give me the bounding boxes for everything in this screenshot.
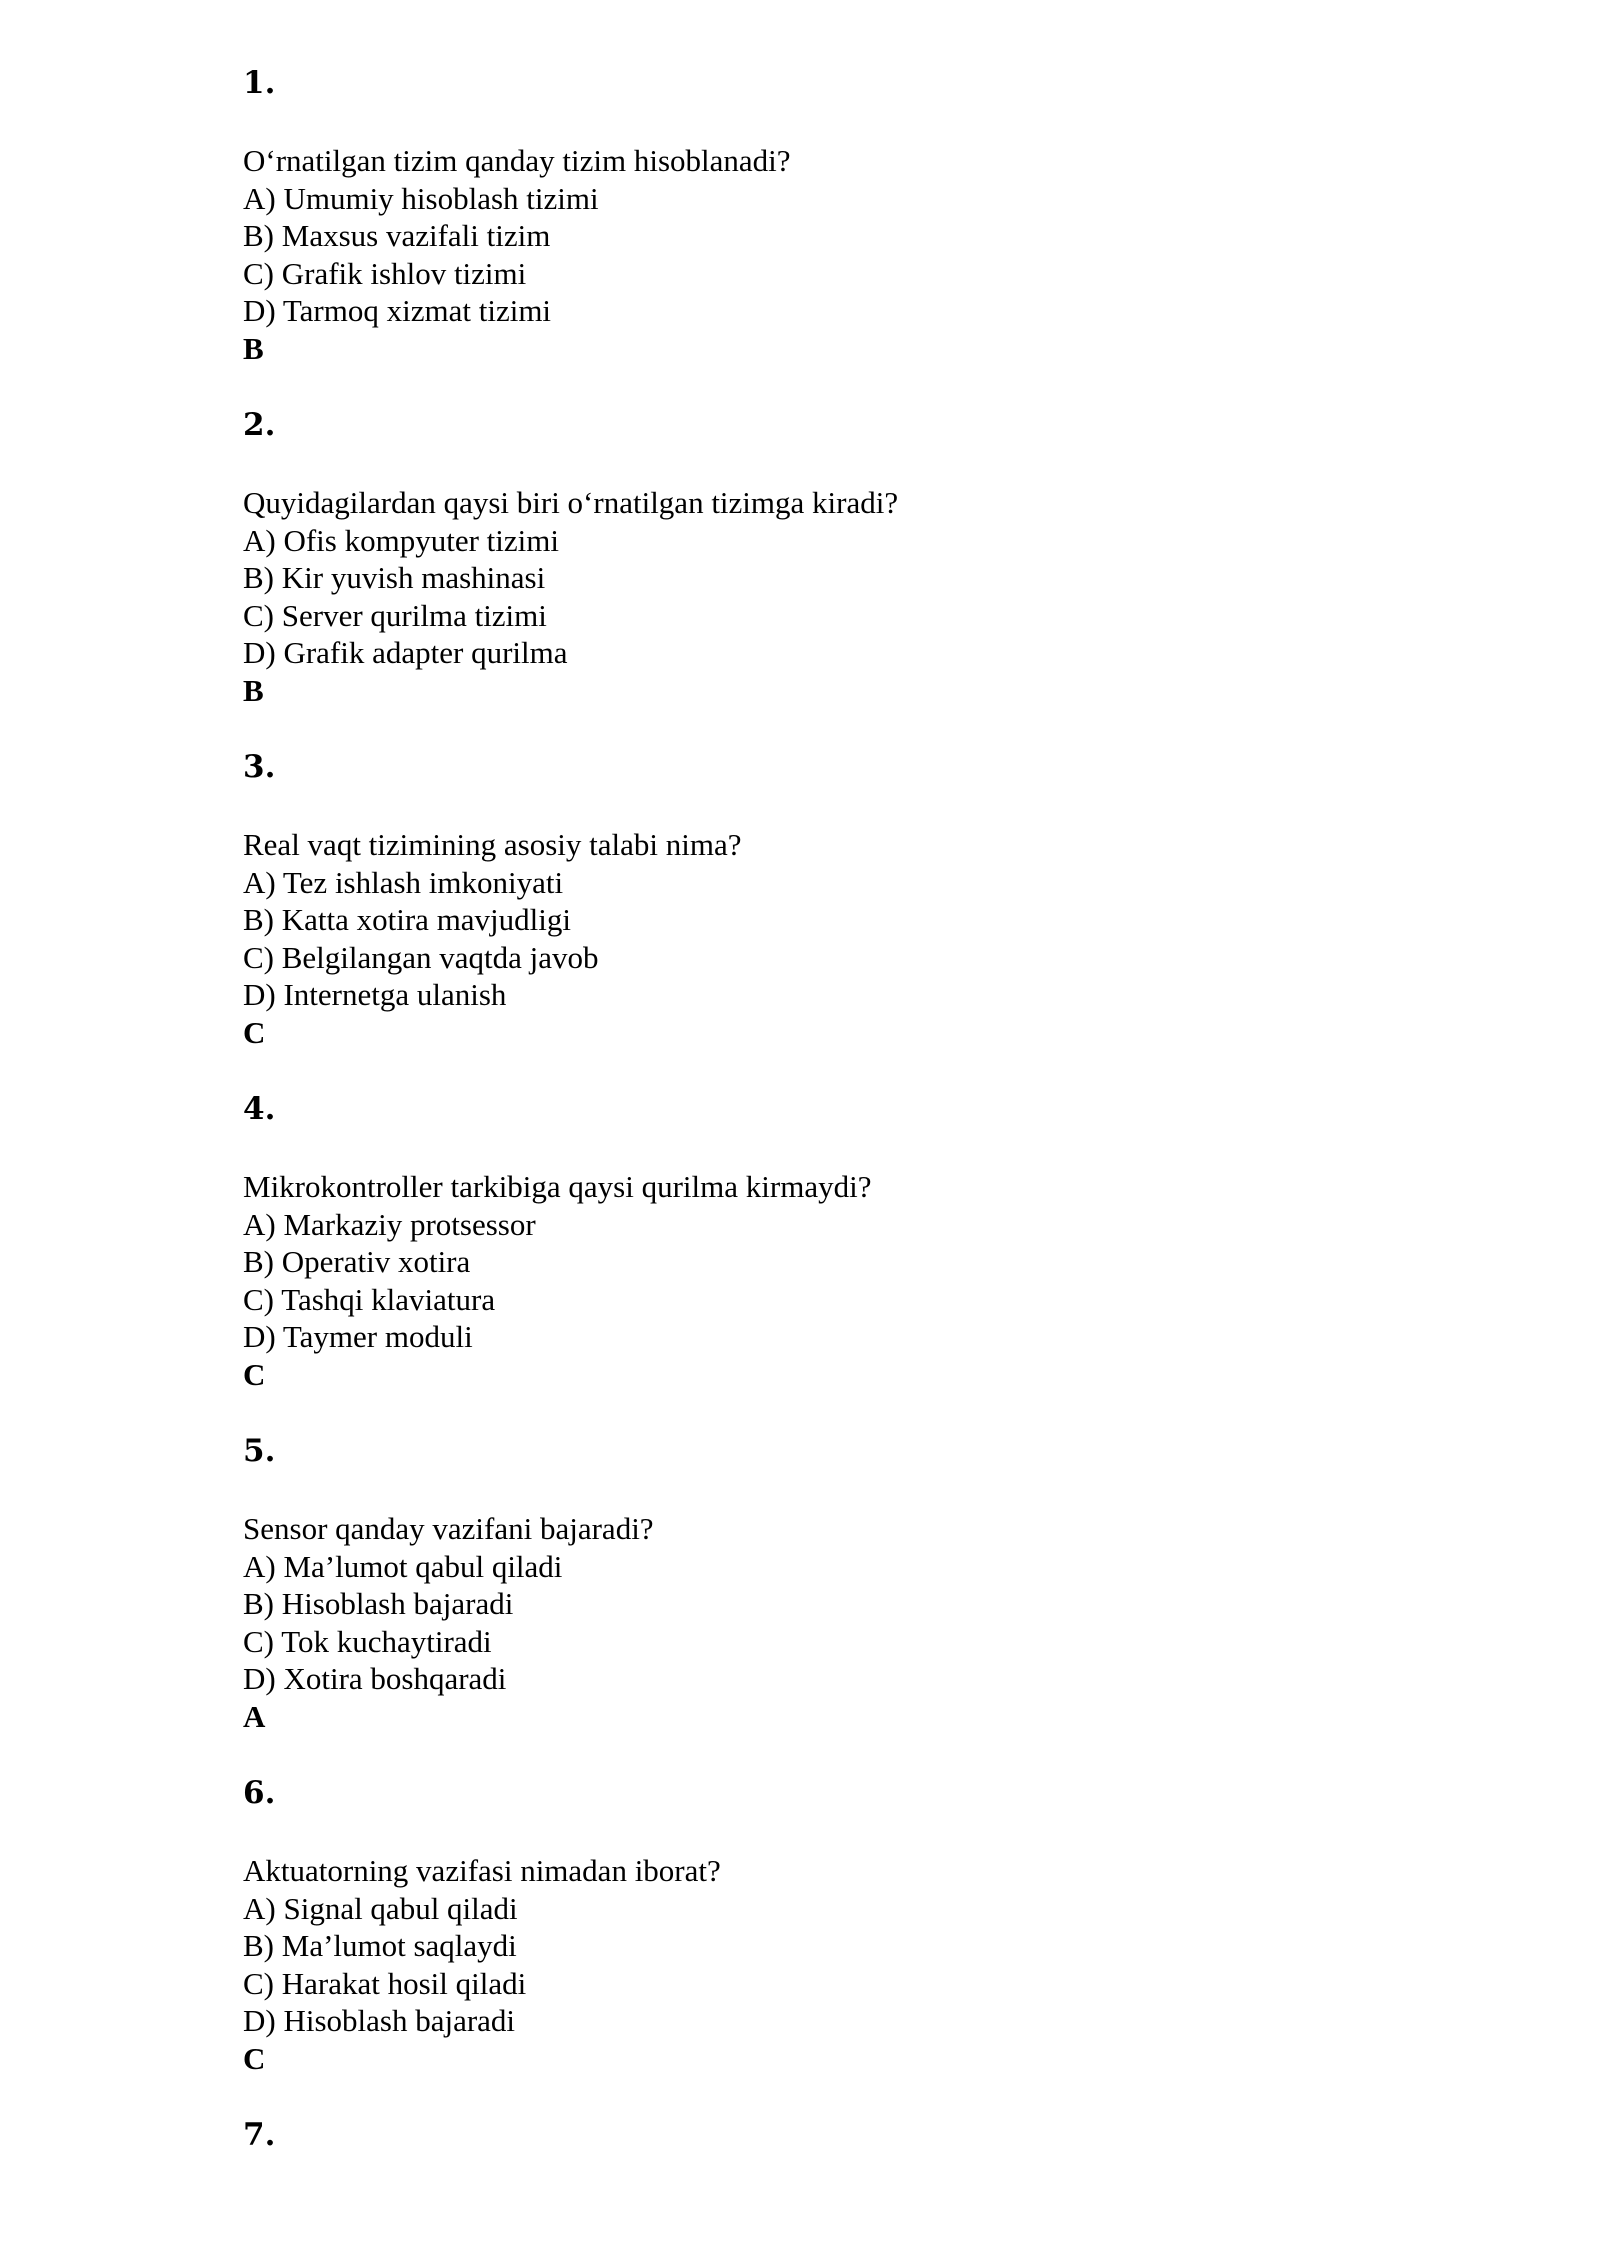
question-text: Real vaqt tizimining asosiy talabi nima? bbox=[243, 827, 742, 862]
option-c: C) Belgilangan vaqtda javob bbox=[243, 939, 599, 975]
option-c: C) Server qurilma tizimi bbox=[243, 597, 547, 633]
question-text: Mikrokontroller tarkibiga qaysi qurilma kirmaydi? bbox=[243, 1169, 872, 1204]
answer-key: C bbox=[243, 1014, 266, 1050]
answer-key: C bbox=[243, 2040, 266, 2076]
question-text: O‘rnatilgan tizim qanday tizim hisoblanadi? bbox=[243, 143, 791, 178]
answer-key: C bbox=[243, 1356, 266, 1392]
option-d: D) Grafik adapter qurilma bbox=[243, 635, 568, 670]
question-text: Sensor qanday vazifani bajaradi? bbox=[243, 1511, 654, 1546]
option-b: B) Maxsus vazifali tizim bbox=[243, 218, 551, 253]
option-a: A) Tez ishlash imkoniyati bbox=[243, 864, 564, 900]
option-d: D) Internetga ulanish bbox=[243, 977, 507, 1012]
option-d: D) Tarmoq xizmat tizimi bbox=[243, 293, 552, 328]
question-1 bbox=[243, 62, 1443, 404]
question-2 bbox=[243, 404, 1443, 746]
question-6 bbox=[243, 1772, 1443, 2114]
question-text: Aktuatorning vazifasi nimadan iborat? bbox=[243, 1853, 721, 1888]
question-number: 3. bbox=[243, 749, 276, 785]
question-number: 1. bbox=[243, 65, 276, 101]
question-number: 7. bbox=[243, 2117, 276, 2153]
option-c: C) Tok kuchaytiradi bbox=[243, 1623, 492, 1659]
option-a: A) Ma’lumot qabul qiladi bbox=[243, 1548, 563, 1584]
question-number: 4. bbox=[243, 1091, 276, 1127]
question-number: 2. bbox=[243, 407, 276, 443]
answer-key: B bbox=[243, 672, 264, 708]
option-b: B) Kir yuvish mashinasi bbox=[243, 560, 546, 595]
question-4 bbox=[243, 1088, 1443, 1430]
option-a: A) Signal qabul qiladi bbox=[243, 1890, 518, 1926]
option-a: A) Umumiy hisoblash tizimi bbox=[243, 180, 599, 216]
question-number: 5. bbox=[243, 1433, 276, 1469]
option-c: C) Harakat hosil qiladi bbox=[243, 1965, 527, 2001]
answer-key: A bbox=[243, 1698, 266, 1734]
option-b: B) Ma’lumot saqlaydi bbox=[243, 1928, 517, 1963]
option-b: B) Katta xotira mavjudligi bbox=[243, 902, 572, 937]
question-number: 6. bbox=[243, 1775, 276, 1811]
option-b: B) Hisoblash bajaradi bbox=[243, 1586, 514, 1621]
option-b: B) Operativ xotira bbox=[243, 1244, 471, 1279]
option-c: C) Grafik ishlov tizimi bbox=[243, 255, 527, 291]
option-c: C) Tashqi klaviatura bbox=[243, 1281, 496, 1317]
option-d: D) Hisoblash bajaradi bbox=[243, 2003, 516, 2038]
option-d: D) Xotira boshqaradi bbox=[243, 1661, 507, 1696]
question-text: Quyidagilardan qaysi biri o‘rnatilgan tizimga kiradi? bbox=[243, 485, 899, 520]
answer-key: B bbox=[243, 330, 264, 366]
option-d: D) Taymer moduli bbox=[243, 1319, 473, 1354]
document-page bbox=[243, 62, 1443, 2156]
question-5 bbox=[243, 1430, 1443, 1772]
question-7 bbox=[243, 2114, 1443, 2156]
question-3 bbox=[243, 746, 1443, 1088]
option-a: A) Ofis kompyuter tizimi bbox=[243, 522, 559, 558]
option-a: A) Markaziy protsessor bbox=[243, 1206, 536, 1242]
